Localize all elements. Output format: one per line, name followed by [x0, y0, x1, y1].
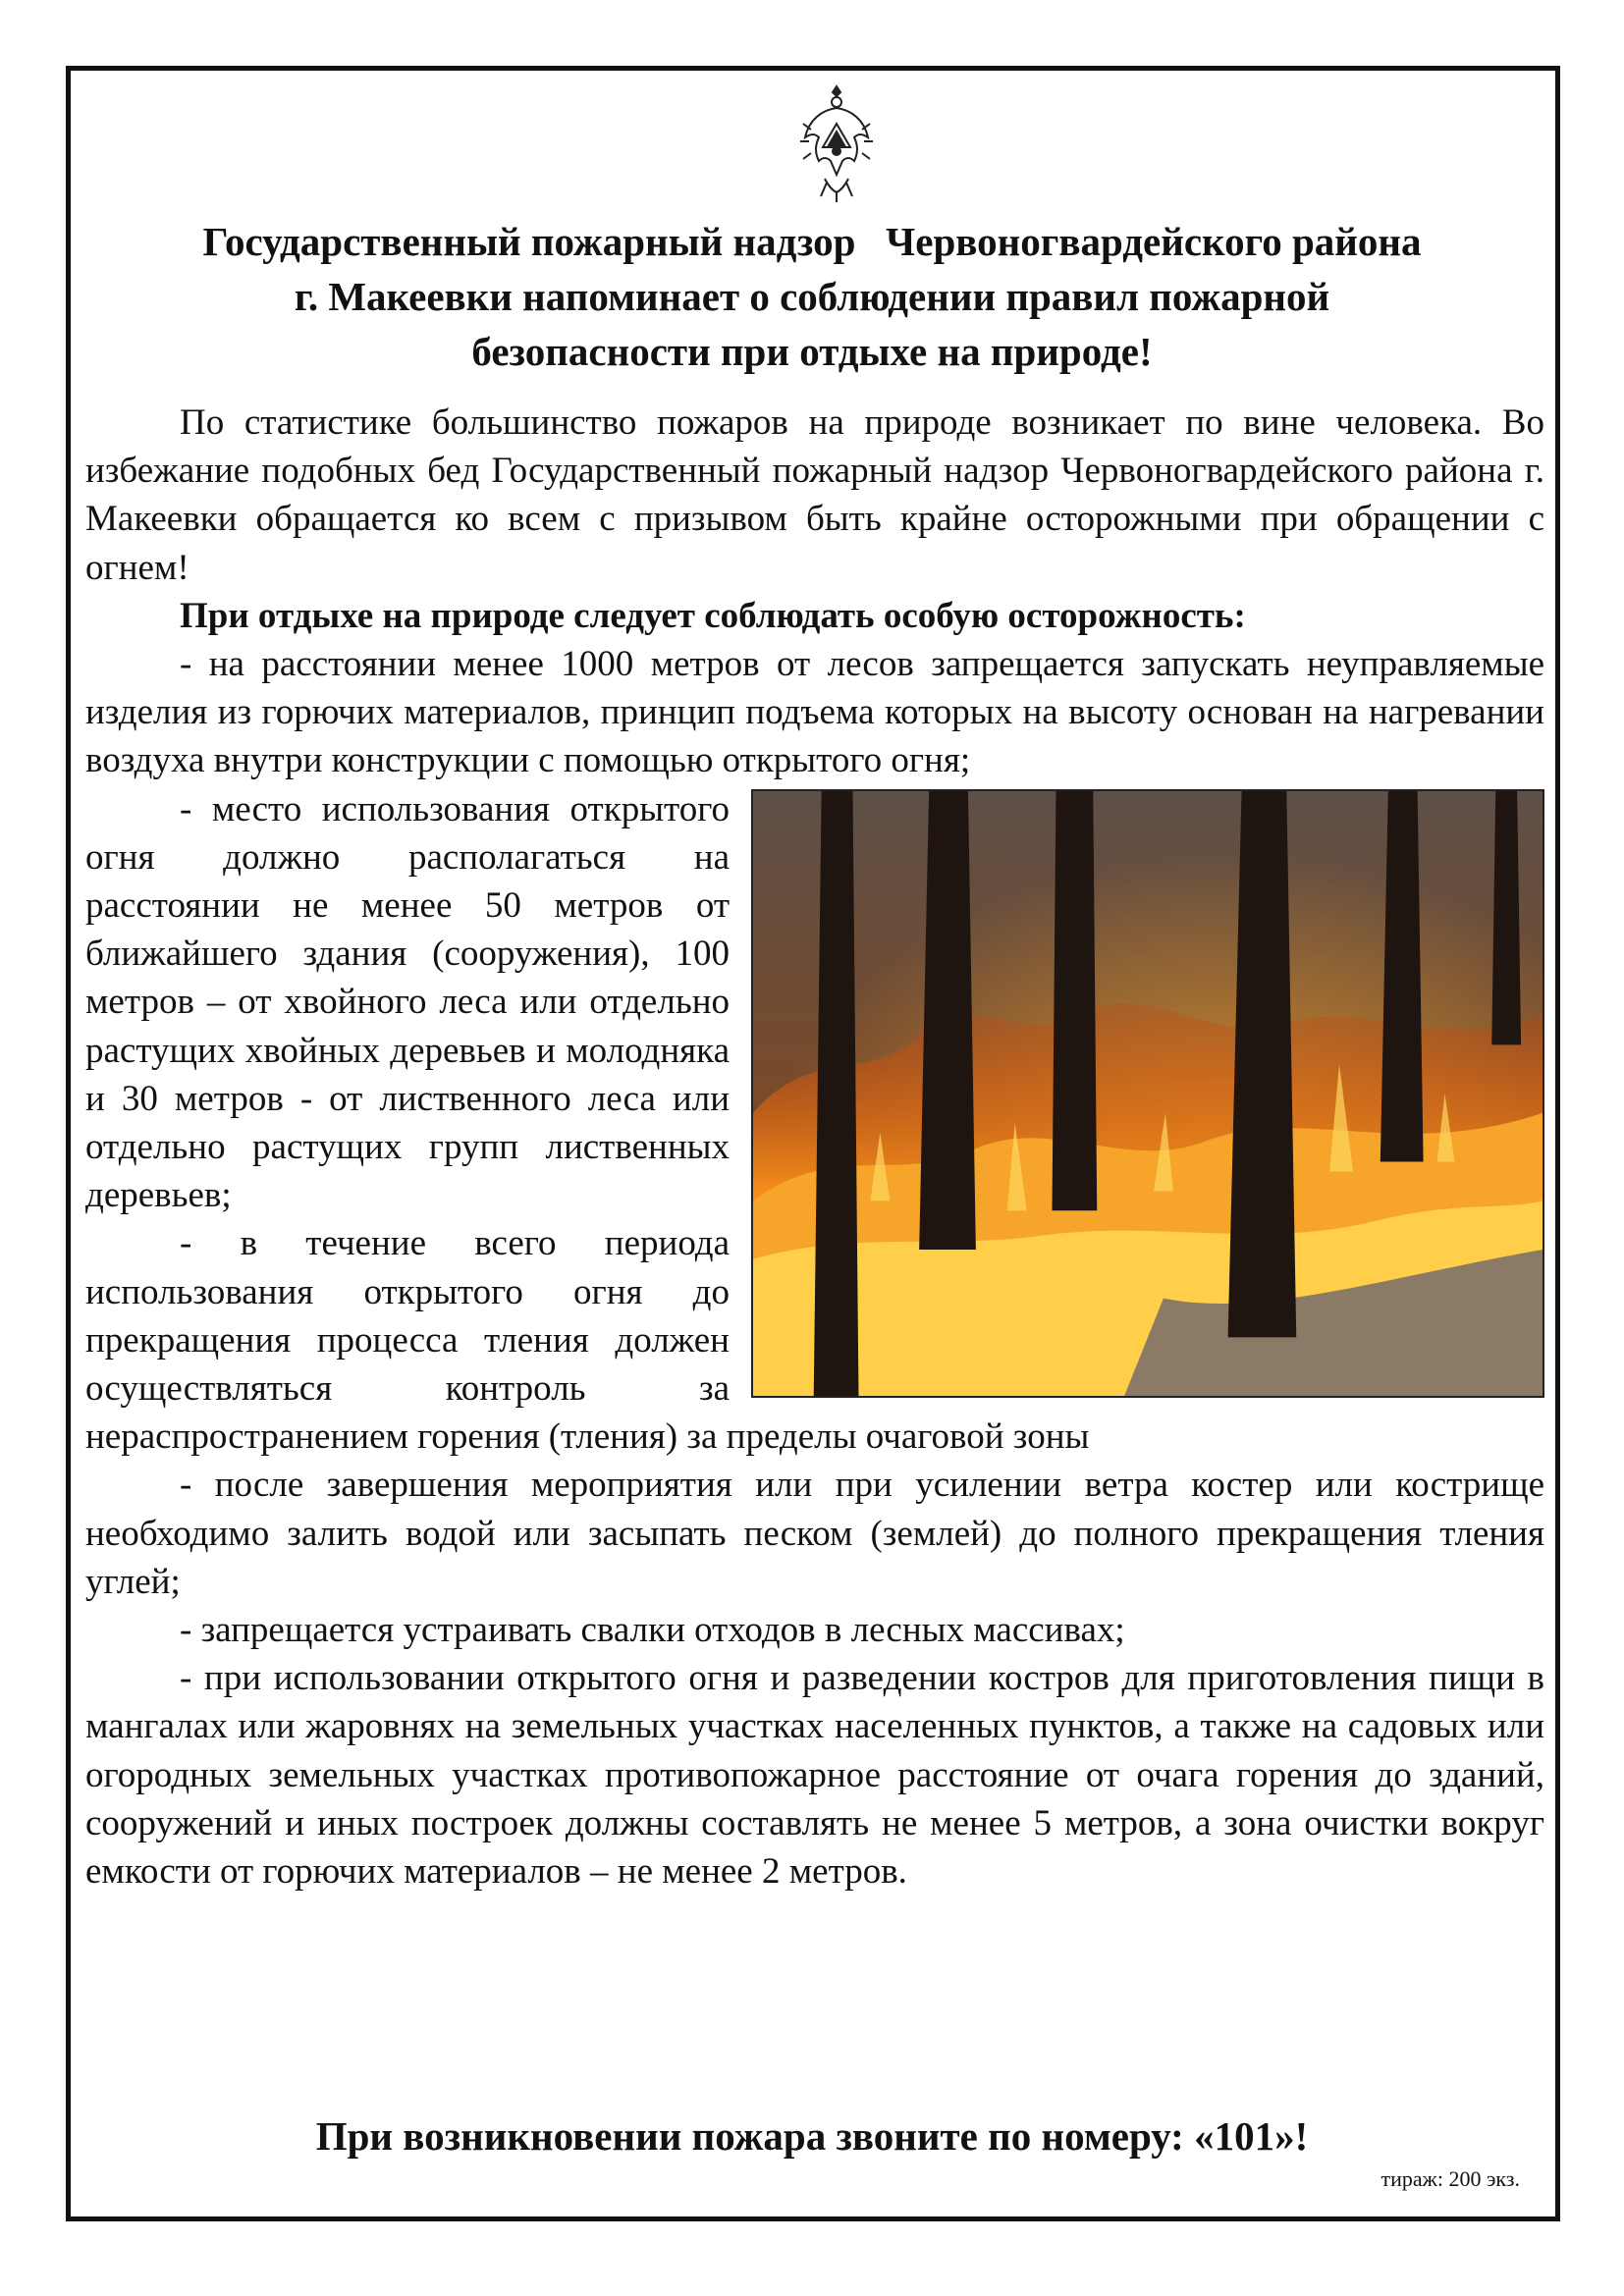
intro-paragraph: По статистике большинство пожаров на природе возникает по вине человека. Во избежание подобных бед Государственный пожарный надзор Червоногвардейского района г. Макеевки обращается ко всем с призывом быть крайне осторожными при обращении с огнем! — [85, 402, 1544, 588]
body-text — [85, 399, 1544, 1896]
title-line: Государственный пожарный надзор Червоногвардейского района — [202, 219, 1422, 264]
rule-item — [85, 1461, 1544, 1606]
emergency-call-notice: При возникновении пожара звоните по номеру: «101»! — [315, 2113, 1309, 2159]
rule-text: - место использования открытого огня должно располагаться на расстоянии не менее 50 метров от ближайшего здания (сооружения), 100 метров – от хвойного леса или отдельно растущих хвойных деревьев и молодняка и 30 метров - от лиственного леса или отдельно растущих групп лиственных деревьев; — [85, 788, 730, 1216]
rule-item — [85, 640, 1544, 785]
emergency-service-emblem-icon — [797, 80, 876, 208]
rule-text: - после завершения мероприятия или при усилении ветра костер или кострище необходимо залить водой или засыпать песком (землей) до полного прекращения тления углей; — [85, 1465, 1544, 1602]
forest-fire-photo — [751, 789, 1544, 1398]
rule-text: - в течение всего периода использования открытого огня до прекращения процесса тления должен осуществляться контроль за нераспространением горения (тления) за пределы очаговой зоны — [85, 1223, 1090, 1458]
title-line: безопасности при отдыхе на природе! — [471, 329, 1153, 374]
page-title — [93, 214, 1531, 379]
rule-item — [85, 1654, 1544, 1896]
rule-text: - при использовании открытого огня и разведении костров для приготовления пищи в мангалах или жаровнях на земельных участках населенных пунктов, а также на садовых или огородных земельных участках противопожарное расстояние от очага горения до зданий, сооружений и иных построек должны составлять не менее 5 метров, а зона очистки вокруг емкости от горючих материалов – не менее 2 метров. — [85, 1658, 1544, 1893]
rule-item — [85, 1606, 1544, 1654]
rule-text: - запрещается устраивать свалки отходов в лесных массивах; — [180, 1610, 1125, 1651]
title-line: г. Макеевки напоминает о соблюдении правил пожарной — [294, 274, 1330, 319]
rules-subheading: При отдыхе на природе следует соблюдать особую осторожность: — [180, 595, 1246, 636]
print-run: тираж: 200 экз. — [1380, 2166, 1520, 2191]
rule-text: - на расстоянии менее 1000 метров от лесов запрещается запускать неуправляемые изделия из горючих материалов, принцип подъема которых на высоту основан на нагревании воздуха внутри конструкции с помощью открытого огня; — [85, 644, 1544, 781]
